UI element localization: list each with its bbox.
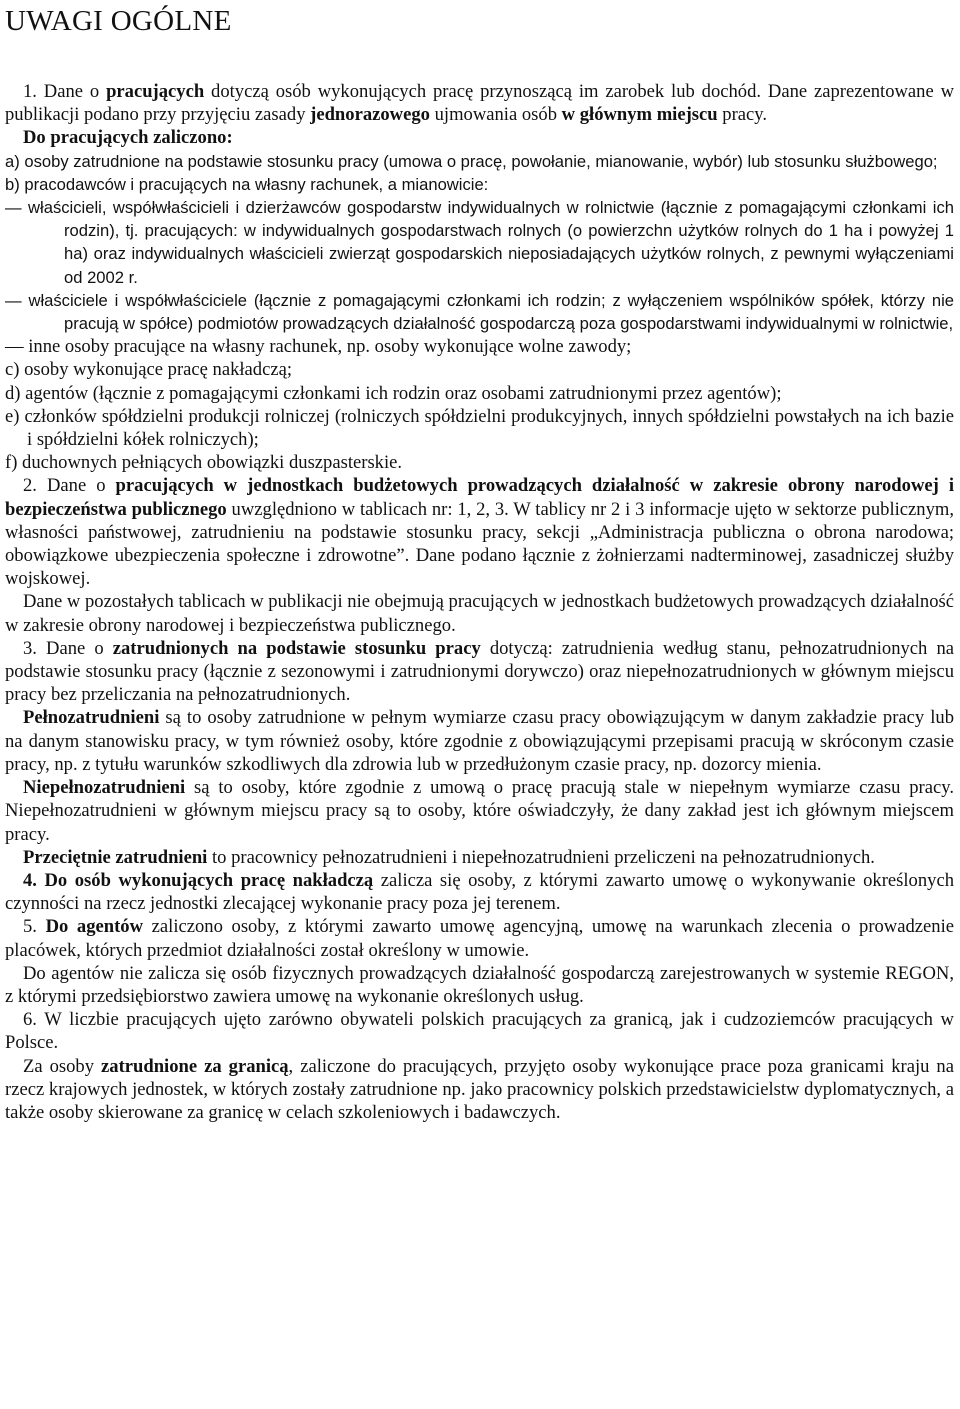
dash-item: — właścicieli, współwłaścicieli i dzierżawców gospodarstw indywidualnych w rolnictwie (łącznie z pomagającymi członkami ich rodzin), tj. pracujących: w indywidualnych gospodarstwach rolnych (o powierzchn użytków rolnych do 1 ha i powyżej 1 ha) oraz indywidualnych właścicieli zwierząt gospodarskich nieposiadających użytków rolnych, z pewnymi wyłączeniami od 2002 r. bbox=[5, 198, 954, 287]
bold-term: 4. Do osób wykonujących pracę nakładczą bbox=[23, 869, 374, 891]
text-run: zalicza się osoby, z którymi zawarto umowę o wykonywanie określonych czynności na rzecz jednostki zlecającej wykonanie pracy poza jej terenem. bbox=[5, 869, 954, 915]
text-run: są to osoby zatrudnione w pełnym wymiarze czasu pracy obowiązującym w danym zakładzie pracy lub na danym stanowisku pracy, w tym również osoby, które zgodnie z obowiązującymi przepisami pracują w skróconym czasie pracy, np. z tytułu warunków szkodliwych dla zdrowia lub w przedłużonym czasie pracy, np. dozorcy mienia. bbox=[5, 707, 954, 775]
dash-item: — właściciele i współwłaściciele (łącznie z pomagającymi członkami ich rodzin; z wyłączeniem wspólników spółek, którzy nie pracują w spółce) podmiotów prowadzących działalność gospodarczą poza gospodarstwami indywidualnymi w rolnictwie, bbox=[5, 290, 954, 334]
dash-item: — inne osoby pracujące na własny rachunek, np. osoby wykonujące wolne zawody; bbox=[5, 336, 632, 358]
bold-term: jednorazowego bbox=[310, 104, 430, 126]
bold-term: Pełnozatrudnieni bbox=[23, 707, 160, 729]
bold-term: Przeciętnie zatrudnieni bbox=[23, 846, 208, 868]
text-run: zaliczono osoby, z którymi zawarto umowę agencyjną, umowę na warunkach zlecenia o prowadzenie placówek, których przedmiot działalności został określony w umowie. bbox=[5, 916, 955, 961]
list-item: a) osoby zatrudnione na podstawie stosunku pracy (umowa o pracę, powołanie, mianowanie, wybór) lub stosunku służbowego; bbox=[5, 151, 938, 171]
bold-term: Niepełnozatrudnieni bbox=[23, 777, 186, 799]
bold-term: w głównym miejscu bbox=[561, 104, 718, 126]
section-6-intro: 6. W liczbie pracujących ujęto zarówno obywateli polskich pracujących za granicą, jak i cudzoziemców pracujących w Polsce. bbox=[5, 1009, 954, 1054]
document-body bbox=[5, 80, 954, 1124]
list-item: b) pracodawców i pracujących na własny rachunek, a mianowicie: bbox=[5, 174, 489, 194]
text-run: dotyczą osób wykonujących pracę przynoszącą im zarobek lub dochód. Dane zaprezentowane w publikacji podano przy przyjęciu zasady bbox=[5, 81, 955, 126]
text-run: uwzględniono w tablicach nr: 1, 2, 3. W tablicy nr 2 i 3 informacje ujęto w sektorze publicznym, własności państwowej, zatrudnieniu na podstawie stosunku pracy, sekcji „Administracja publiczna o obrona narodowa; obowiązkowe ubezpieczenia społeczne i zdrowotne”. Dane podano łącznie z żołnierzami nadterminowej, zasadniczej służby wojskowej. bbox=[5, 498, 954, 590]
section-4-intro bbox=[5, 869, 954, 915]
section-3-para bbox=[5, 706, 954, 776]
text-run: 2. Dane o bbox=[23, 475, 116, 497]
text-run: 5. bbox=[23, 916, 46, 938]
section-5-para: Do agentów nie zalicza się osób fizycznych prowadzących działalność gospodarczą zarejestrowanych w systemie REGON, z którymi przedsiębiorstwo zawiera umowę na wykonanie określonych usług. bbox=[5, 962, 954, 1007]
text-run: , zaliczone do pracujących, przyjęto osoby wykonujące prace poza granicami kraju na rzecz krajowych jednostek, w których zostały zatrudnione np. jako pracownicy polskich przedstawicielstw dyplomatycznych, a także osoby skierowane za granicę w celach szkoleniowych i badawczych. bbox=[5, 1055, 954, 1123]
section-2-para: Dane w pozostałych tablicach w publikacji nie obejmują pracujących w jednostkach budżetowych prowadzących działalność w zakresie obrony narodowej i bezpieczeństwa publicznego. bbox=[5, 591, 954, 636]
section-3-para bbox=[5, 776, 954, 846]
section-1-lead bbox=[5, 126, 954, 149]
section-2-intro bbox=[5, 474, 954, 590]
list-item: d) agentów (łącznie z pomagającymi członkami ich rodzin oraz osobami zatrudnionymi przez agentów); bbox=[5, 382, 782, 404]
bold-term: Do agentów bbox=[45, 916, 144, 938]
list-item: c) osoby wykonujące pracę nakładczą; bbox=[5, 359, 293, 381]
bold-term: zatrudnione za granicą bbox=[101, 1055, 289, 1077]
text-run: 3. Dane o bbox=[23, 637, 113, 659]
section-3-para bbox=[5, 846, 954, 869]
section-1-intro bbox=[5, 80, 954, 126]
section-3-intro bbox=[5, 637, 954, 707]
section-6-para bbox=[5, 1055, 954, 1125]
text-run: to pracownicy pełnozatrudnieni i niepełnozatrudnieni przeliczeni na pełnozatrudnionych. bbox=[207, 846, 875, 868]
list-item: e) członków spółdzielni produkcji rolniczej (rolniczych spółdzielni produkcyjnych, innych spółdzielni powstałych na ich bazie i spółdzielni kółek rolniczych); bbox=[5, 405, 954, 451]
page-title: UWAGI OGÓLNE bbox=[5, 5, 232, 37]
section-5-intro bbox=[5, 915, 954, 961]
text-run: ujmowania osób bbox=[429, 104, 562, 126]
bold-term: pracujących w jednostkach budżetowych prowadzących działalność w zakresie obrony narodowej i bezpieczeństwa publicznego bbox=[5, 475, 955, 520]
bold-term: pracujących bbox=[106, 81, 205, 102]
list-item: f) duchownych pełniących obowiązki duszpasterskie. bbox=[5, 452, 403, 474]
document-page bbox=[5, 4, 954, 1124]
text-run: 1. Dane o bbox=[23, 81, 107, 102]
text-run: dotyczą: zatrudnienia według stanu, pełnozatrudnionych na podstawie stosunku pracy (łącznie z sezonowymi i zatrudnionymi dorywczo) oraz niepełnozatrudnionych w głównym miejscu pracy bez przeliczania na pełnozatrudnionych. bbox=[5, 637, 954, 706]
text-run: Za osoby bbox=[23, 1055, 102, 1077]
bold-term: zatrudnionych na podstawie stosunku pracy bbox=[112, 637, 481, 659]
text-run: pracy. bbox=[717, 104, 768, 126]
bold-term: Do pracujących zaliczono: bbox=[23, 127, 233, 149]
text-run: są to osoby, które zgodnie z umową o pracę pracują stale w niepełnym wymiarze czasu pracy. Niepełnozatrudnieni w głównym miejscu pracy są to osoby, które oświadczyły, że dany zakład jest ich głównym miejscem pracy. bbox=[5, 777, 954, 845]
